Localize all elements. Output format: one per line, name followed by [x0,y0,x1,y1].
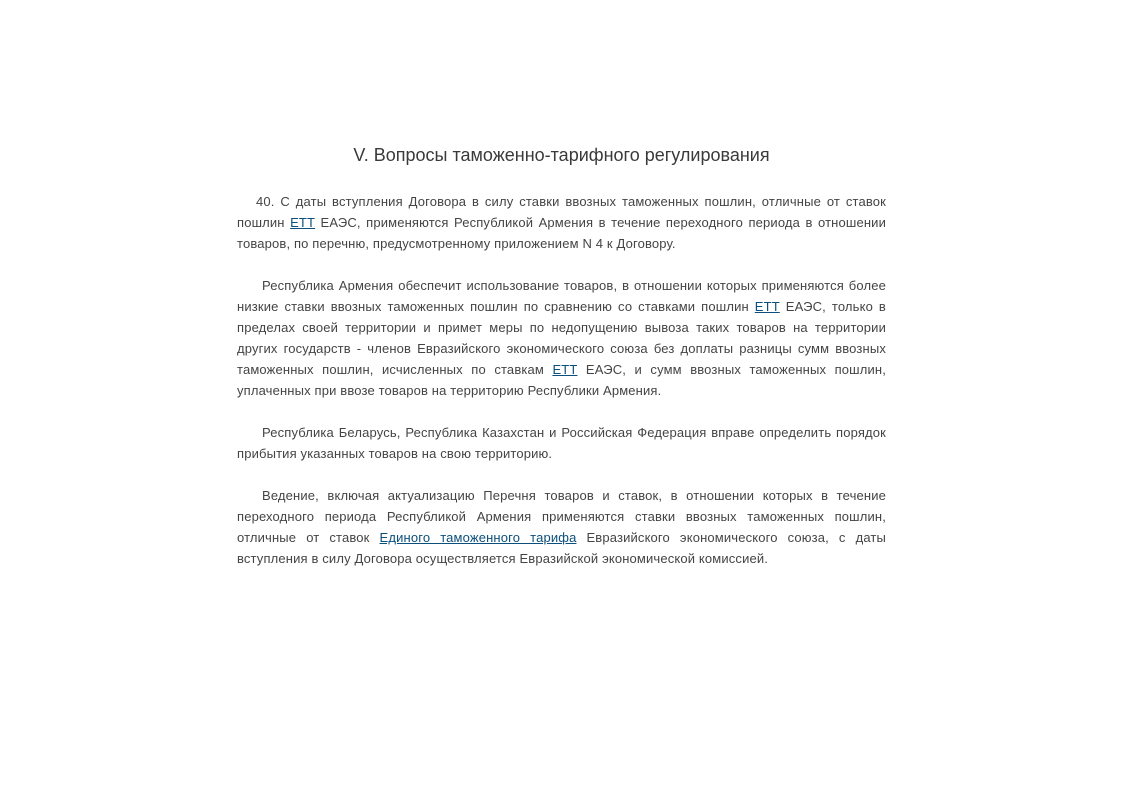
paragraph-text: 40. С даты вступления Договора в силу ставки ввозных таможенных пошлин, отличные от ставок пошлин [237,194,886,230]
document-link[interactable]: ЕТТ [290,215,316,230]
document-link[interactable]: ЕТТ [552,362,578,377]
paragraph [237,191,886,254]
paragraph-text: Евразийского экономического союза, с даты вступления в силу Договора осуществляется Евразийской экономической комиссией. [237,530,887,566]
paragraph-text: ЕАЭС, и сумм ввозных таможенных пошлин, уплаченных при ввозе товаров на территорию Республики Армения. [237,362,887,398]
paragraph-text: ЕАЭС, только в пределах своей территории и примет меры по недопущению вывоза таких товаров на территории других государств - членов Евразийского экономического союза без доплаты разницы сумм ввозных таможенных пошлин, исчисленных по ставкам [237,299,886,377]
document-link[interactable]: Единого таможенного тарифа [379,530,577,545]
paragraph-text: Республика Беларусь, Республика Казахстан и Российская Федерация вправе определить порядок прибытия указанных товаров на свою территорию. [237,425,886,461]
section-title: V. Вопросы таможенно-тарифного регулирования [353,145,770,165]
document-body [237,191,886,569]
document-link[interactable]: ЕТТ [754,299,780,314]
paragraph [237,275,886,401]
document [237,143,886,590]
paragraph-text: ЕАЭС, применяются Республикой Армения в течение переходного периода в отношении товаров, по перечню, предусмотренному приложением N 4 к Договору. [237,215,886,251]
paragraph-text: Ведение, включая актуализацию Перечня товаров и ставок, в отношении которых в течение переходного периода Республикой Армения применяются ставки ввозных таможенных пошлин, отличные от ставок [237,488,886,545]
paragraph [237,422,886,464]
paragraph-text: Республика Армения обеспечит использование товаров, в отношении которых применяются более низкие ставки ввозных таможенных пошлин по сравнению со ставками пошлин [237,278,886,314]
paragraph [237,485,886,569]
